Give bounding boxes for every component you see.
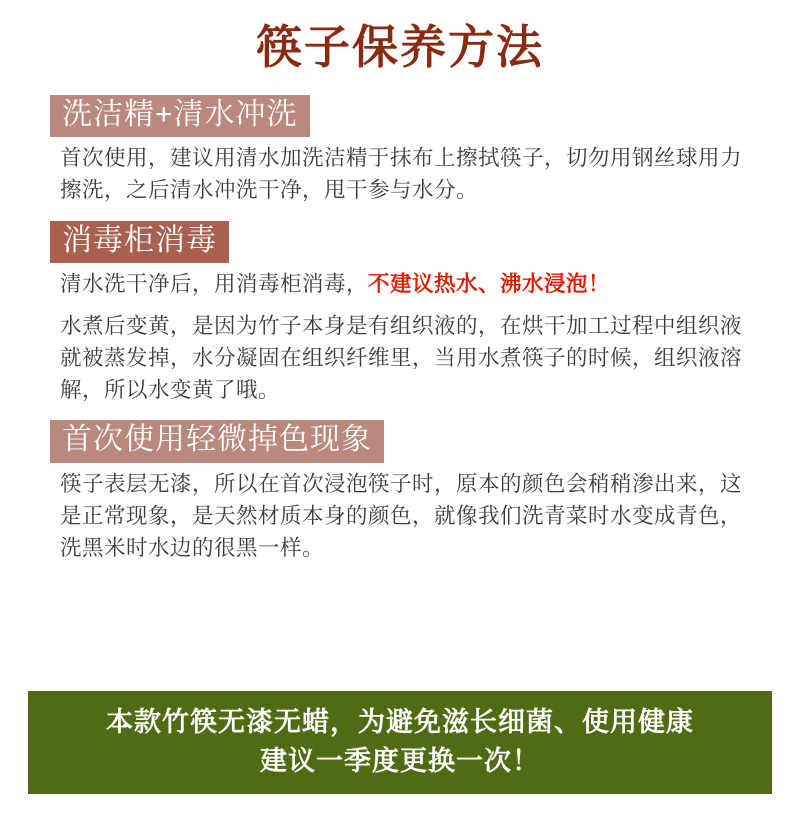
footer-line-1: 本款竹筷无漆无蜡，为避免滋长细菌、使用健康 [106,707,694,738]
section-sterilizing-paragraph-1 [28,269,772,301]
sterilizing-warning-text: 不建议热水、沸水浸泡！ [368,272,611,297]
footer-banner [28,691,772,794]
sterilizing-lead-text: 清水洗干净后，用消毒柜消毒， [60,272,369,297]
section-washing-paragraph: 首次使用，建议用清水加洗洁精于抹布上擦拭筷子，切勿用钢丝球用力擦洗，之后清水冲洗干净，甩干参与水分。 [60,146,743,202]
section-heading-color-fading: 首次使用轻微掉色现象 [50,420,384,463]
page-title: 筷子保养方法 [256,21,544,73]
poster-page [0,22,800,822]
section-sterilizing-paragraph-2: 水煮后变黄，是因为竹子本身是有组织液的，在烘干加工过程中组织液就被蒸发掉，水分凝固在组织纤维里，当用水煮筷子的时候，组织液溶解，所以水变黄了哦。 [60,314,743,402]
section-heading-washing: 洗洁精+清水冲洗 [50,95,310,138]
section-heading-sterilizing: 消毒柜消毒 [50,221,229,264]
section-color-fading [28,412,772,564]
footer-line-2: 建议一季度更换一次！ [260,745,540,776]
section-washing [28,87,772,207]
section-color-fading-paragraph: 筷子表层无漆，所以在首次浸泡筷子时，原本的颜色会稍稍渗出来，这是正常现象，是天然材质本身的颜色，就像我们洗青菜时水变成青色，洗黑米时水边的很黑一样。 [60,471,743,560]
section-sterilizing [28,213,772,407]
